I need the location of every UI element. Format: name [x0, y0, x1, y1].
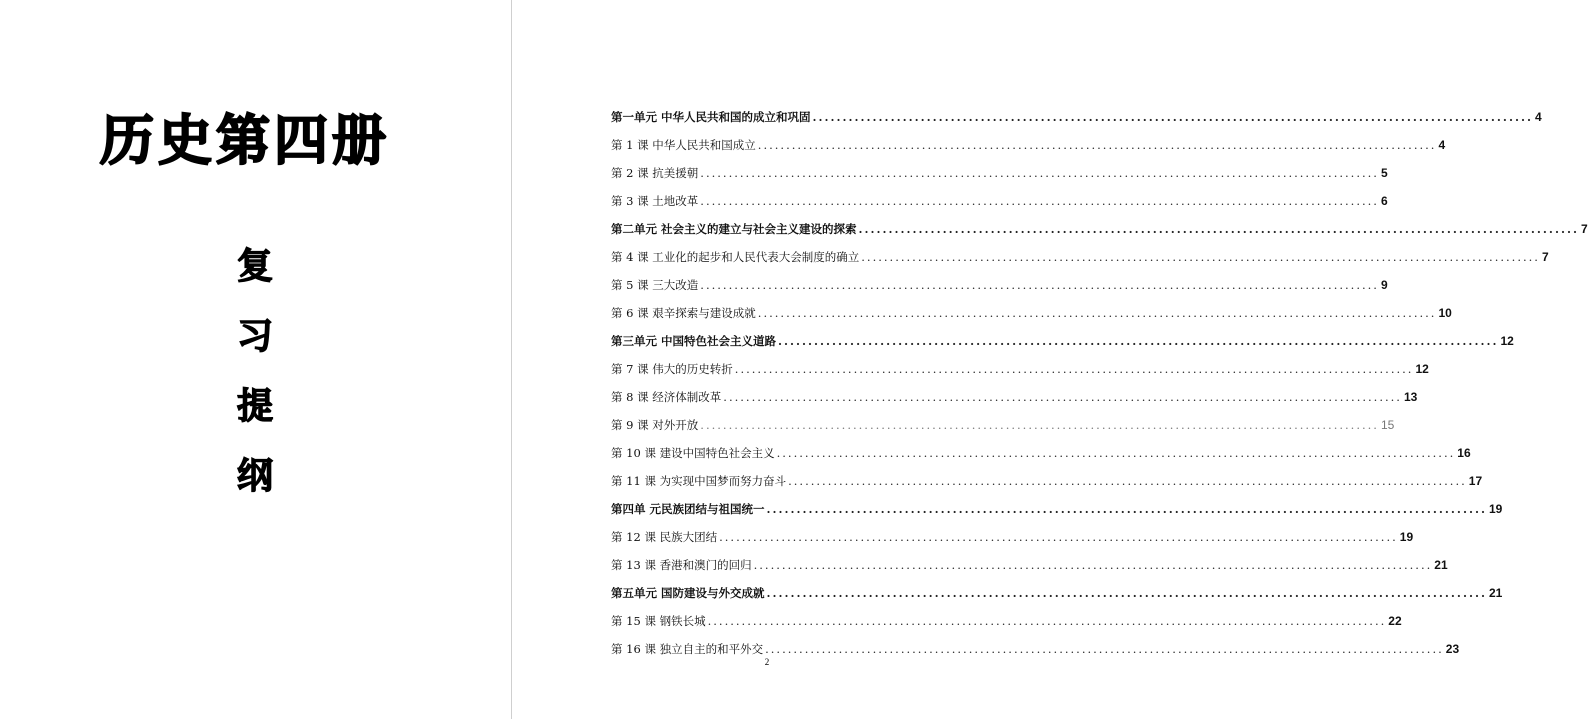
toc-dot-leader: ........................................................................................................................ [858, 222, 1579, 236]
toc-dot-leader: ........................................................................................................................ [700, 418, 1379, 432]
toc-dot-leader: ........................................................................................................................ [723, 390, 1402, 404]
toc-dot-leader: ........................................................................................................................ [778, 334, 1499, 348]
toc-lesson-entry[interactable] [611, 134, 1446, 152]
cover-page [0, 0, 511, 719]
toc-entry-page: 19 [1488, 502, 1503, 516]
toc-dot-leader: ........................................................................................................................ [757, 306, 1437, 320]
toc-dot-leader: ........................................................................................................................ [861, 250, 1540, 264]
toc-entry-page: 22 [1388, 614, 1402, 628]
toc-lesson-entry[interactable] [611, 414, 1395, 432]
toc-entry-page: 5 [1380, 166, 1388, 180]
toc-lesson-entry[interactable] [611, 190, 1388, 208]
toc-unit-entry[interactable] [611, 218, 1588, 236]
toc-entry-page: 9 [1380, 278, 1388, 292]
toc-entry-title: 第 15 课 钢铁长城 [611, 614, 706, 628]
toc-lesson-entry[interactable] [611, 358, 1429, 376]
toc-entry-page: 23 [1445, 642, 1460, 656]
toc-lesson-entry[interactable] [611, 162, 1388, 180]
toc-entry-page: 12 [1500, 334, 1514, 348]
toc-dot-leader: ........................................................................................................................ [812, 110, 1533, 124]
toc-dot-leader: ........................................................................................................................ [734, 362, 1414, 376]
toc-entry-title: 第 8 课 经济体制改革 [611, 390, 722, 404]
toc-unit-entry[interactable] [611, 582, 1503, 600]
toc-entry-title: 第 7 课 伟大的历史转折 [611, 362, 733, 376]
toc-lesson-entry[interactable] [611, 610, 1402, 628]
toc-dot-leader: ........................................................................................................................ [707, 614, 1387, 628]
toc-entry-page: 4 [1438, 138, 1446, 152]
toc-entry-title: 第 4 课 工业化的起步和人民代表大会制度的确立 [611, 250, 860, 264]
toc-entry-page: 4 [1534, 110, 1542, 124]
page-number: 2 [764, 657, 770, 667]
toc-entry-page: 6 [1380, 194, 1388, 208]
toc-entry-title: 第四单 元民族团结与祖国统一 [611, 502, 765, 516]
toc-entry-title: 第 13 课 香港和澳门的回归 [611, 558, 752, 572]
cover-subtitle-char: 提 [236, 385, 273, 427]
toc-entry-title: 第 1 课 中华人民共和国成立 [611, 138, 756, 152]
toc-entry-title: 第三单元 中国特色社会主义道路 [611, 334, 777, 348]
toc-lesson-entry[interactable] [611, 470, 1483, 488]
toc-entry-page: 17 [1468, 474, 1483, 488]
toc-entry-title: 第 2 课 抗美援朝 [611, 166, 699, 180]
toc-entry-page: 21 [1488, 586, 1503, 600]
toc-entry-title: 第 5 课 三大改造 [611, 278, 699, 292]
toc-dot-leader: ........................................................................................................................ [788, 474, 1467, 488]
toc-entry-page: 7 [1541, 250, 1549, 264]
toc-entry-title: 第 9 课 对外开放 [611, 418, 699, 432]
toc-entry-page: 12 [1415, 362, 1429, 376]
toc-dot-leader: ........................................................................................................................ [719, 530, 1398, 544]
toc-dot-leader: ........................................................................................................................ [765, 642, 1444, 656]
toc-dot-leader: ........................................................................................................................ [753, 558, 1433, 572]
toc-dot-leader: ........................................................................................................................ [757, 138, 1437, 152]
toc-entry-title: 第五单元 国防建设与外交成就 [611, 586, 765, 600]
toc-entry-title: 第 16 课 独立自主的和平外交 [611, 642, 764, 656]
toc-dot-leader: ........................................................................................................................ [776, 446, 1456, 460]
toc-dot-leader: ........................................................................................................................ [700, 166, 1379, 180]
toc-entry-title: 第 6 课 艰辛探索与建设成就 [611, 306, 756, 320]
toc-dot-leader: ........................................................................................................................ [700, 194, 1379, 208]
toc-entry-page: 19 [1399, 530, 1414, 544]
cover-subtitle-char: 习 [236, 315, 273, 357]
toc-lesson-entry[interactable] [611, 274, 1388, 292]
toc-unit-entry[interactable] [611, 330, 1514, 348]
toc-unit-entry[interactable] [611, 106, 1542, 124]
toc-entry-page: 16 [1457, 446, 1471, 460]
toc-lesson-entry[interactable] [611, 554, 1448, 572]
toc-entry-page: 7 [1580, 222, 1588, 236]
cover-subtitle-char: 纲 [236, 455, 273, 497]
toc-entry-title: 第 11 课 为实现中国梦而努力奋斗 [611, 474, 787, 488]
cover-title: 历史第四册 [100, 108, 390, 172]
cover-subtitle-char: 复 [236, 245, 273, 287]
toc-lesson-entry[interactable] [611, 386, 1418, 404]
toc-entry-page: 15 [1380, 418, 1395, 432]
toc-entry-title: 第 12 课 民族大团结 [611, 530, 718, 544]
toc-entry-page: 13 [1403, 390, 1418, 404]
toc-entry-title: 第 10 课 建设中国特色社会主义 [611, 446, 775, 460]
toc-entry-title: 第 3 课 土地改革 [611, 194, 699, 208]
toc-entry-page: 10 [1438, 306, 1452, 320]
toc-entry-page: 21 [1434, 558, 1448, 572]
toc-lesson-entry[interactable] [611, 638, 1460, 656]
toc-dot-leader: ........................................................................................................................ [766, 502, 1487, 516]
toc-unit-entry[interactable] [611, 498, 1503, 516]
toc-lesson-entry[interactable] [611, 442, 1471, 460]
toc-entry-title: 第二单元 社会主义的建立与社会主义建设的探索 [611, 222, 857, 236]
toc-dot-leader: ........................................................................................................................ [766, 586, 1487, 600]
toc-entry-title: 第一单元 中华人民共和国的成立和巩固 [611, 110, 811, 124]
toc-lesson-entry[interactable] [611, 302, 1452, 320]
toc-dot-leader: ........................................................................................................................ [700, 278, 1379, 292]
toc-lesson-entry[interactable] [611, 526, 1414, 544]
toc-lesson-entry[interactable] [611, 246, 1549, 264]
